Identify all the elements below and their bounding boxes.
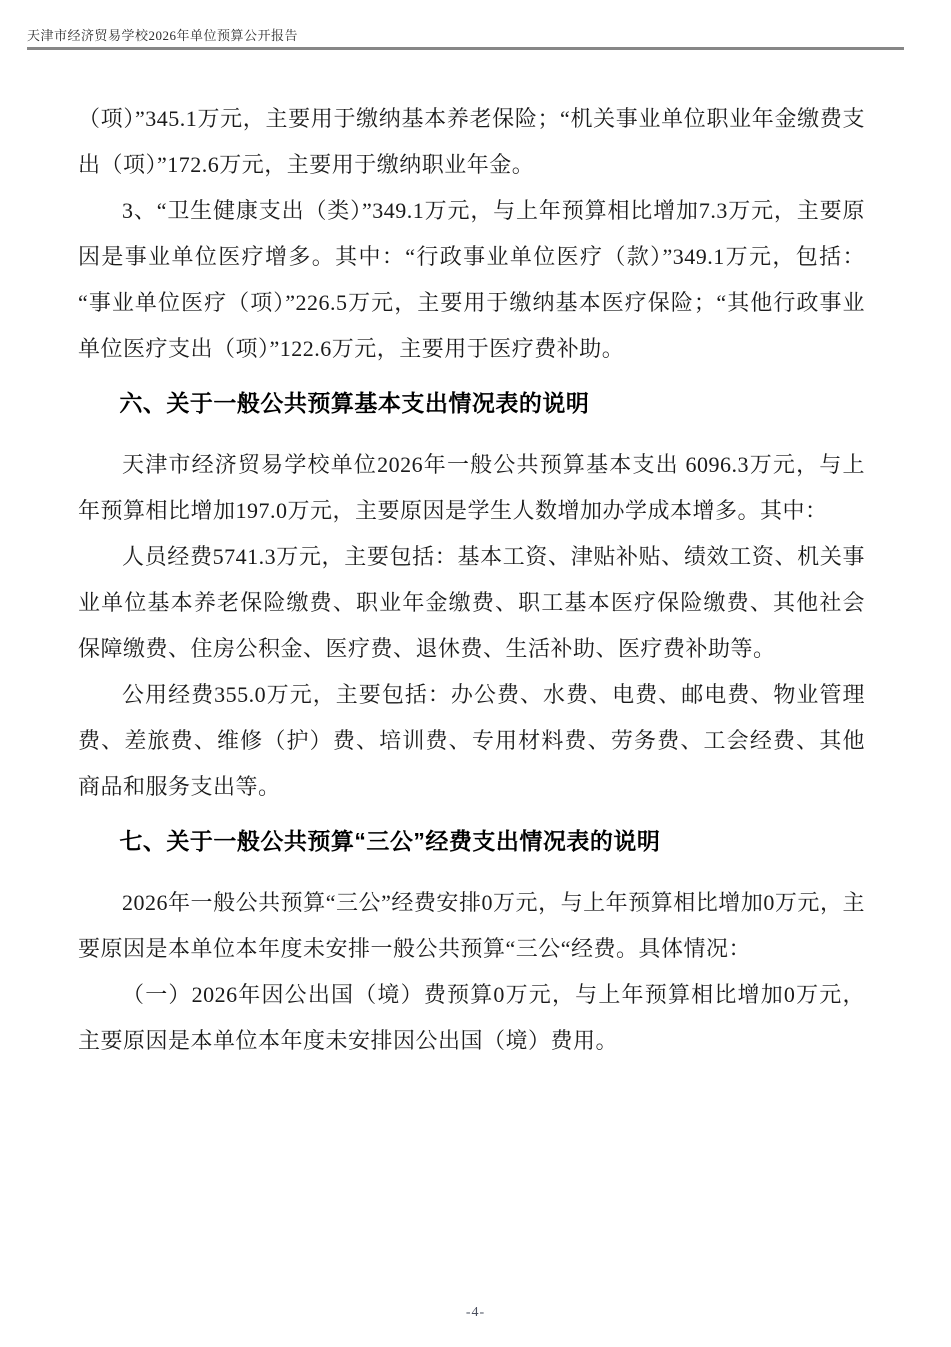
page-number: -4- [465, 1305, 486, 1320]
header-rule [27, 47, 904, 50]
document-body [78, 96, 865, 1064]
section-heading-three-public-funds: 七、关于一般公共预算“三公”经费支出情况表的说明 [119, 828, 661, 854]
paragraph-three-public-total: 2026年一般公共预算“三公”经费安排0万元，与上年预算相比增加0万元，主要原因是本单位本年度未安排一般公共预算“三公“经费。具体情况： [78, 890, 865, 961]
paragraph-basic-expenditure-total: 天津市经济贸易学校单位2026年一般公共预算基本支出 6096.3万元，与上年预算相比增加197.0万元，主要原因是学生人数增加办学成本增多。其中： [78, 452, 865, 523]
paragraph-health-expenditure: 3、“卫生健康支出（类）”349.1万元，与上年预算相比增加7.3万元，主要原因是事业单位医疗增多。其中：“行政事业单位医疗（款）”349.1万元，包括：“事业单位医疗（项）”226.5万元，主要用于缴纳基本医疗保险；“其他行政事业单位医疗支出（项）”122.6万元，主要用于医疗费补助。 [78, 198, 865, 361]
paragraph-overseas-travel: （一）2026年因公出国（境）费预算0万元，与上年预算相比增加0万元，主要原因是本单位本年度未安排因公出国（境）费用。 [78, 982, 865, 1053]
paragraph-personnel-funds: 人员经费5741.3万元，主要包括：基本工资、津贴补贴、绩效工资、机关事业单位基本养老保险缴费、职业年金缴费、职工基本医疗保险缴费、其他社会保障缴费、住房公积金、医疗费、退休费、生活补助、医疗费补助等。 [78, 544, 865, 661]
paragraph-pension-continuation: （项）”345.1万元，主要用于缴纳基本养老保险；“机关事业单位职业年金缴费支出（项）”172.6万元，主要用于缴纳职业年金。 [78, 106, 865, 177]
header-title: 天津市经济贸易学校2026年单位预算公开报告 [27, 28, 299, 43]
page-footer [0, 1303, 951, 1321]
page-header [27, 28, 904, 50]
section-heading-basic-expenditure: 六、关于一般公共预算基本支出情况表的说明 [119, 390, 590, 416]
paragraph-public-funds: 公用经费355.0万元，主要包括：办公费、水费、电费、邮电费、物业管理费、差旅费、维修（护）费、培训费、专用材料费、劳务费、工会经费、其他商品和服务支出等。 [78, 682, 865, 799]
